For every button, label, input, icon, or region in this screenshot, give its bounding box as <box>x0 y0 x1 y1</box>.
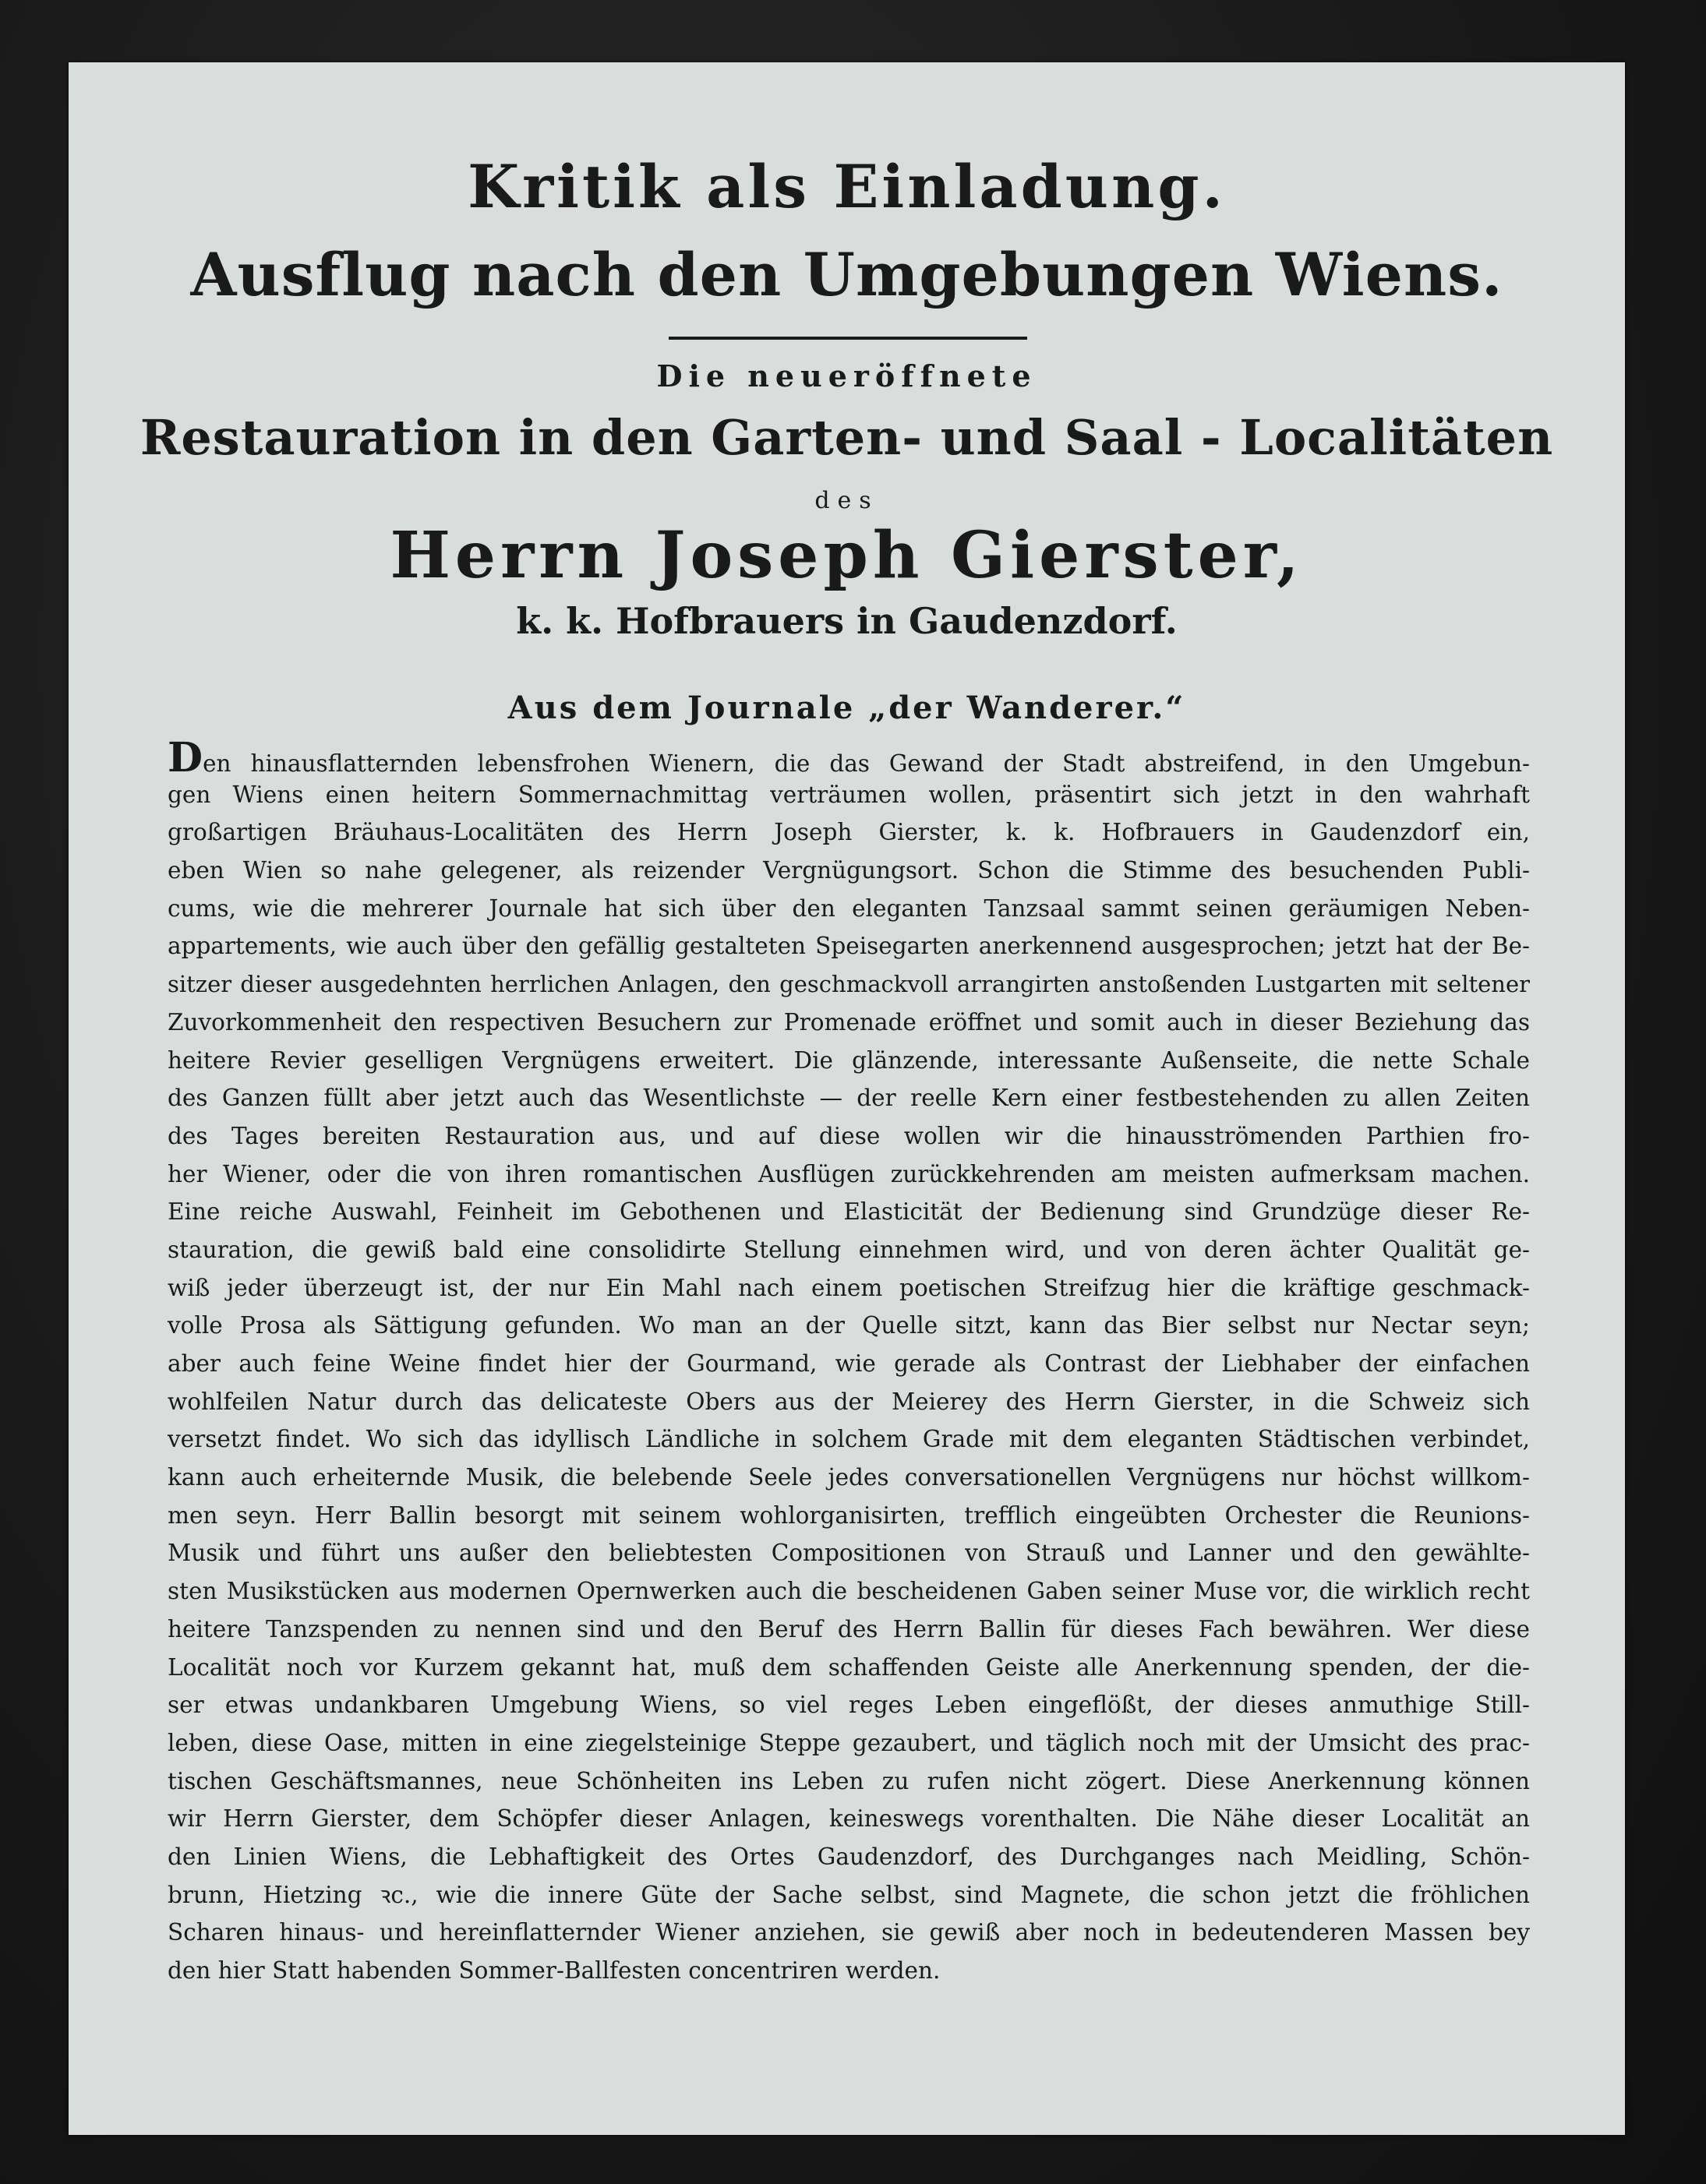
body-line: den hier Statt habenden Sommer-Ballfesten concentriren werden. <box>168 1957 941 1984</box>
body-line: des Ganzen füllt aber jetzt auch das Wesentlichste — der reelle Kern einer festbestehenden zu allen Zeiten <box>168 1085 1530 1112</box>
body-line: stauration, die gewiß bald eine consolidirte Stellung einnehmen wird, und von deren ächter Qualität ge- <box>168 1236 1530 1263</box>
body-line <box>168 734 1530 782</box>
body-line: Localität noch vor Kurzem gekannt hat, muß dem schaffenden Geiste alle Anerkennung spenden, der die- <box>168 1653 1530 1681</box>
body-line: Eine reiche Auswahl, Feinheit im Gebothenen und Elasticität der Bedienung sind Grundzüge dieser Re- <box>168 1198 1530 1226</box>
body-line: men seyn. Herr Ballin besorgt mit seinem wohlorganisirten, trefflich eingeübten Orchester die Reunions- <box>168 1501 1530 1529</box>
source-attribution: Aus dem Journale „der Wanderer.“ <box>507 690 1186 726</box>
body-line: Zuvorkommenheit den respectiven Besuchern zur Promenade eröffnet und somit auch in dieser Beziehung das <box>168 1008 1530 1036</box>
body-line: versetzt findet. Wo sich das idyllisch Ländliche in solchem Grade mit dem eleganten Städtischen verbindet, <box>168 1426 1530 1453</box>
body-line: sten Musikstücken aus modernen Opernwerken auch die bescheidenen Gaben seiner Muse vor, die wirklich recht <box>168 1578 1530 1605</box>
body-line: heitere Revier geselligen Vergnügens erweitert. Die glänzende, interessante Außenseite, die nette Schale <box>168 1046 1530 1074</box>
body-line: tischen Geschäftsmannes, neue Schönheiten ins Leben zu rufen nicht zögert. Diese Anerkennung können <box>168 1767 1530 1794</box>
body-line: großartigen Bräuhaus-Localitäten des Herrn Joseph Gierster, k. k. Hofbrauers in Gaudenzdorf ein, <box>168 819 1530 846</box>
body-line: gen Wiens einen heitern Sommernachmittag verträumen wollen, präsentirt sich jetzt in den wahrhaft <box>168 781 1530 808</box>
body-line: eben Wien so nahe gelegener, als reizender Vergnügungsort. Schon die Stimme des besuchenden Publi- <box>168 857 1530 884</box>
divider-rule <box>669 337 1027 340</box>
body-line: cums, wie die mehrerer Journale hat sich über den eleganten Tanzsaal sammt seinen geräumigen Neben- <box>168 894 1530 922</box>
venue-heading: Restauration in den Garten- und Saal - Localitäten <box>140 409 1554 466</box>
body-line: Scharen hinaus- und hereinflatternder Wiener anziehen, sie gewiß aber noch in bedeutenderen Massen bey <box>168 1919 1530 1946</box>
body-line: wohlfeilen Natur durch das delicateste Obers aus der Meierey des Herrn Gierster, in die Schweiz sich <box>168 1388 1530 1415</box>
drop-cap: D <box>168 734 203 782</box>
document-title: Kritik als Einladung. <box>468 152 1226 221</box>
body-line: Musik und führt uns außer den beliebtesten Compositionen von Strauß und Lanner und den gewählte- <box>168 1540 1530 1567</box>
body-line: appartements, wie auch über den gefällig gestalteten Speisegarten anerkennend ausgesprochen; jetzt hat der Be- <box>168 933 1530 960</box>
body-line: leben, diese Oase, mitten in eine ziegelsteinige Steppe gezaubert, und täglich noch mit der Umsicht des prac- <box>168 1729 1530 1756</box>
intro-heading: Die neueröffnete <box>656 358 1037 393</box>
body-line: den Linien Wiens, die Lebhaftigkeit des Ortes Gaudenzdorf, des Durchganges nach Meidling, Schön- <box>168 1843 1530 1870</box>
body-line: brunn, Hietzing ꝛc., wie die innere Güte der Sache selbst, sind Magnete, die schon jetzt die fröhlichen <box>168 1881 1530 1908</box>
owner-title: k. k. Hofbrauers in Gaudenzdorf. <box>516 600 1178 642</box>
body-line: sitzer dieser ausgedehnten herrlichen Anlagen, den geschmackvoll arrangirten anstoßenden Lustgarten mit seltener <box>168 971 1530 998</box>
body-line: des Tages bereiten Restauration aus, und auf diese wollen wir die hinausströmenden Parthien fro- <box>168 1122 1530 1149</box>
document-subtitle: Ausflug nach den Umgebungen Wiens. <box>190 240 1503 309</box>
body-line: wir Herrn Gierster, dem Schöpfer dieser Anlagen, keineswegs vorenthalten. Die Nähe dieser Localität an <box>168 1805 1530 1833</box>
connector-text: des <box>814 487 879 514</box>
body-line: aber auch feine Weine findet hier der Gourmand, wie gerade als Contrast der Liebhaber der einfachen <box>168 1350 1530 1377</box>
article-body <box>168 734 1530 1990</box>
body-line: volle Prosa als Sättigung gefunden. Wo man an der Quelle sitzt, kann das Bier selbst nur Nectar seyn; <box>168 1312 1530 1339</box>
body-line: heitere Tanzspenden zu nennen sind und den Beruf des Herrn Ballin für dieses Fach bewähren. Wer diese <box>168 1615 1530 1642</box>
owner-name: Herrn Joseph Gierster, <box>390 518 1304 593</box>
body-line: kann auch erheiternde Musik, die belebende Seele jedes conversationellen Vergnügens nur höchst willkom- <box>168 1464 1530 1491</box>
body-line-text: en hinausflatternden lebensfrohen Wienern, die das Gewand der Stadt abstreifend, in den Umgebun- <box>203 750 1530 777</box>
body-line: wiß jeder überzeugt ist, der nur Ein Mahl nach einem poetischen Streifzug hier die kräftige geschmack- <box>168 1274 1530 1301</box>
body-line: ser etwas undankbaren Umgebung Wiens, so viel reges Leben eingeflößt, der dieses anmuthige Still- <box>168 1692 1530 1719</box>
body-line: her Wiener, oder die von ihren romantischen Ausflügen zurückkehrenden am meisten aufmerksam machen. <box>168 1160 1530 1187</box>
document-sheet <box>69 62 1625 2135</box>
